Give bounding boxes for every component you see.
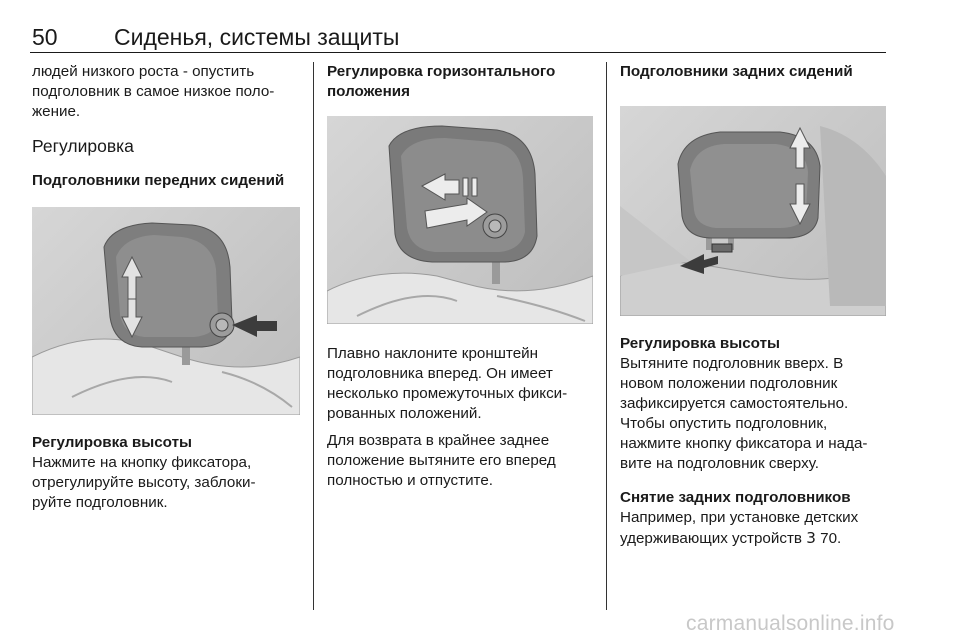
page-number: 50 xyxy=(32,24,58,50)
caption-line: руйте подголовник. xyxy=(32,494,168,511)
front-headrest-illustration xyxy=(32,207,300,415)
page-reference-link[interactable] xyxy=(806,530,841,547)
text-line: подголовник в самое низкое поло- xyxy=(32,83,275,100)
text-line: жение. xyxy=(32,103,81,120)
paragraph-text: удерживающих устройств xyxy=(620,530,802,547)
paragraph-line: вите на подголовник сверху. xyxy=(620,455,819,472)
paragraph-line: полностью и отпустите. xyxy=(327,472,494,489)
paragraph-line: несколько промежуточных фикси- xyxy=(327,385,568,402)
paragraph-line: Плавно наклоните кронштейн xyxy=(327,345,539,362)
subsection-heading: Регулировка высоты xyxy=(620,335,780,352)
page-header xyxy=(30,22,886,53)
paragraph-line: подголовника вперед. Он имеет xyxy=(327,365,553,382)
paragraph-line: зафиксируется самостоятельно. xyxy=(620,395,849,412)
arrow-right-icon: 3 xyxy=(806,529,816,547)
section-heading: Регулировка горизонтального xyxy=(327,63,556,80)
paragraph-line: Для возврата в крайнее заднее xyxy=(327,432,550,449)
subsection-heading: Подголовники передних сидений xyxy=(32,172,285,189)
section-heading: Подголовники задних сидений xyxy=(620,63,853,80)
caption-line: Нажмите на кнопку фиксатора, xyxy=(32,454,252,471)
column-3 xyxy=(620,62,888,549)
subsection-heading: Снятие задних подголовников xyxy=(620,489,851,506)
column-1 xyxy=(32,62,300,513)
paragraph-line: нажмите кнопку фиксатора и нада- xyxy=(620,435,868,452)
paragraph-line: новом положении подголовник xyxy=(620,375,838,392)
watermark: carmanualsonline.info xyxy=(686,612,895,635)
paragraph-line: рованных положений. xyxy=(327,405,482,422)
paragraph-line: положение вытяните его вперед xyxy=(327,452,556,469)
page-reference-number: 70. xyxy=(820,530,842,547)
horizontal-adjust-illustration xyxy=(327,116,593,324)
caption-title: Регулировка высоты xyxy=(32,434,192,451)
caption-line: отрегулируйте высоту, заблоки- xyxy=(32,474,256,491)
column-divider xyxy=(313,62,314,610)
paragraph-line: Чтобы опустить подголовник, xyxy=(620,415,828,432)
text-line: людей низкого роста - опустить xyxy=(32,63,255,80)
paragraph-line: Например, при установке детских xyxy=(620,509,859,526)
section-heading: положения xyxy=(327,83,410,100)
paragraph-line: Вытяните подголовник вверх. В xyxy=(620,355,844,372)
section-heading: Регулировка xyxy=(32,136,134,156)
column-2 xyxy=(327,62,595,491)
rear-headrest-illustration xyxy=(620,106,886,316)
column-divider xyxy=(606,62,607,610)
paragraph-line xyxy=(620,528,888,549)
page-title: Сиденья, системы защиты xyxy=(114,24,400,50)
